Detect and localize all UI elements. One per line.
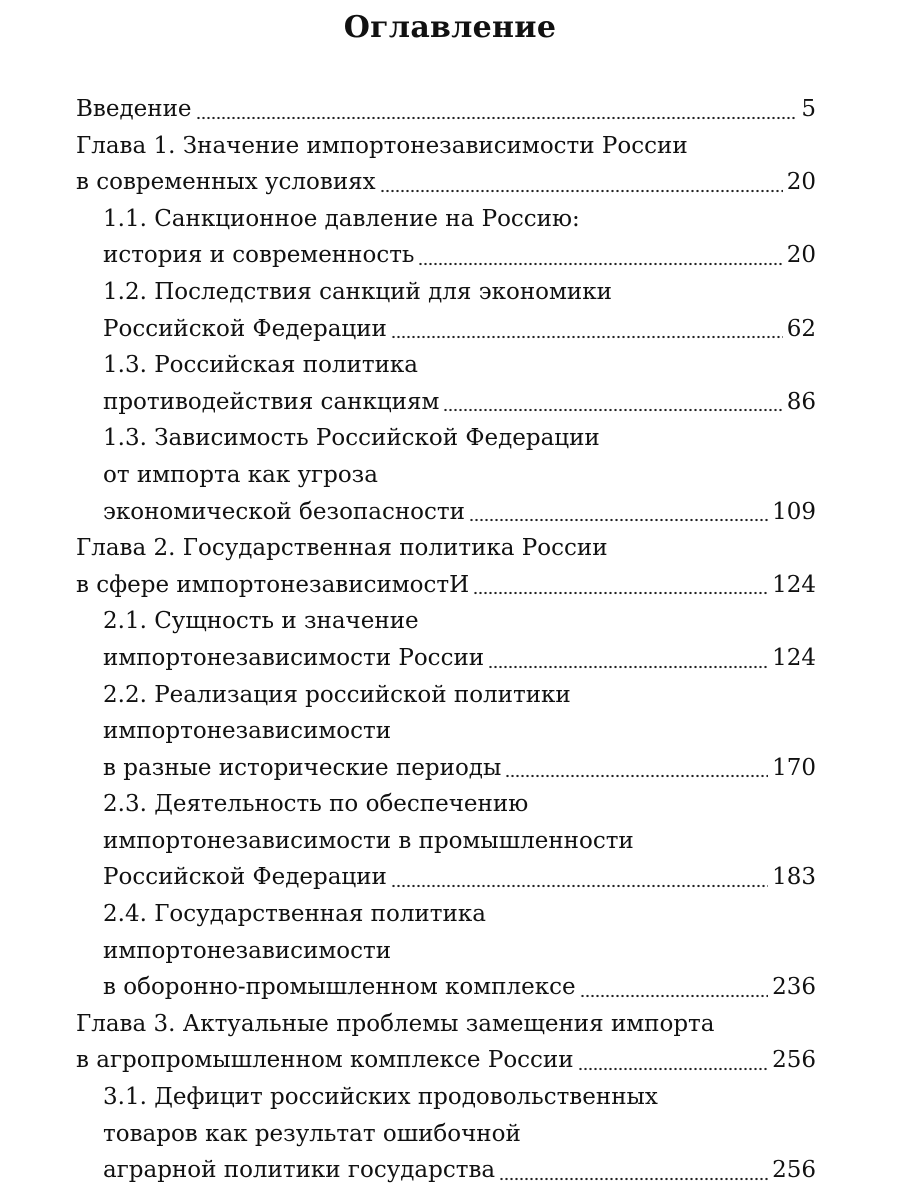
dot-leader [473,591,768,595]
dot-leader [391,884,768,888]
toc-entry-last-line [76,164,816,201]
dot-leader [580,994,769,998]
toc-page-number: 183 [772,864,816,891]
toc-page-number: 5 [801,96,816,122]
dot-leader [469,518,768,522]
toc-entry-line: 1.3. Зависимость Российской Федерации [103,425,600,452]
toc-entry-line: в разные исторические периоды [103,754,502,781]
toc-entry-line: Введение [76,96,192,122]
toc-entry-line: аграрной политики государства [103,1157,496,1184]
toc-entry-last-line [103,494,816,531]
toc-entry-line: товаров как результат ошибочной [103,1120,521,1147]
toc-entry-line: 3.1. Дефицит российских продовольственных [103,1084,658,1111]
toc-entry-line: противодействия санкциям [103,388,440,415]
toc-entry-line: Глава 2. Государственная политика России [76,535,608,562]
toc-entry-line: от импорта как угроза [103,461,378,488]
toc-page-number: 170 [772,754,816,781]
dot-leader [578,1067,769,1071]
toc-entry-last-line [76,1042,816,1079]
toc-entry-last-line [103,1152,816,1189]
toc-page-number: 256 [772,1157,816,1184]
toc-section-entry[interactable] [76,1079,816,1189]
toc-entry-line: Российской Федерации [103,315,387,342]
toc-entry-line: 2.4. Государственная политика [103,901,486,928]
toc-entry-line: 1.2. Последствия санкций для экономики [103,278,612,305]
toc-entry-last-line [103,311,816,348]
toc-entry-line: в современных условиях [76,169,376,196]
toc-entry-line: импортонезависимости [103,937,392,964]
dot-leader [443,408,782,412]
toc-entry-line: в оборонно-промышленном комплексе [103,974,576,1001]
toc-page-number: 20 [786,242,816,269]
toc-entry-last-line [103,969,816,1006]
toc-entry-line: 2.3. Деятельность по обеспечению [103,791,529,818]
dot-leader [196,116,798,120]
toc-entry-line: Российской Федерации [103,864,387,891]
toc-entry-last-line [76,567,816,604]
toc-section-entry[interactable] [76,677,816,787]
toc-entry-last-line [76,91,816,128]
toc-chapter-entry[interactable] [76,530,816,603]
toc-entry-last-line [103,859,816,896]
toc-section-entry[interactable] [76,603,816,676]
toc-page-number: 124 [772,644,816,671]
toc-entry-line: в сфере импортонезависимостИ [76,571,470,598]
toc-page-number: 86 [786,388,816,415]
page-title: Оглавление [343,10,557,45]
toc-entry-last-line [103,237,816,274]
toc-entry-line: 2.2. Реализация российской политики [103,681,571,708]
toc-entry-line: импортонезависимости в промышленности [103,827,634,854]
toc-section-entry[interactable] [76,420,816,530]
toc-section-entry[interactable] [76,201,816,274]
toc-page-number: 109 [772,498,816,525]
toc-entry-line: 2.1. Сущность и значение [103,608,419,635]
toc-page-number: 62 [786,315,816,342]
toc-page-number: 236 [772,974,816,1001]
dot-leader [505,774,768,778]
toc-entry-line: 1.1. Санкционное давление на Россию: [103,205,580,232]
toc-page-number: 124 [772,571,816,598]
toc-entry-line: импортонезависимости [103,718,392,745]
toc-chapter-entry[interactable] [76,91,816,128]
toc-entry-line: Глава 1. Значение импортонезависимости России [76,132,688,159]
toc-section-entry[interactable] [76,274,816,347]
toc-entry-line: история и современность [103,242,415,269]
toc-entry-line: в агропромышленном комплексе России [76,1047,574,1074]
dot-leader [499,1177,768,1181]
toc-chapter-entry[interactable] [76,128,816,201]
toc-entry-last-line [103,384,816,421]
toc-entry-line: импортонезависимости России [103,644,485,671]
toc-entry-line: 1.3. Российская политика [103,352,418,379]
toc-section-entry[interactable] [76,347,816,420]
dot-leader [418,262,782,266]
table-of-contents [76,91,816,1189]
toc-chapter-entry[interactable] [76,1006,816,1079]
toc-entry-last-line [103,750,816,787]
toc-section-entry[interactable] [76,786,816,896]
dot-leader [380,189,783,193]
dot-leader [488,665,768,669]
toc-section-entry[interactable] [76,896,816,1006]
dot-leader [391,335,783,339]
toc-entry-line: экономической безопасности [103,498,465,525]
toc-page-number: 20 [786,169,816,196]
toc-entry-line: Глава 3. Актуальные проблемы замещения импорта [76,1010,715,1037]
toc-entry-last-line [103,640,816,677]
toc-page-number: 256 [772,1047,816,1074]
